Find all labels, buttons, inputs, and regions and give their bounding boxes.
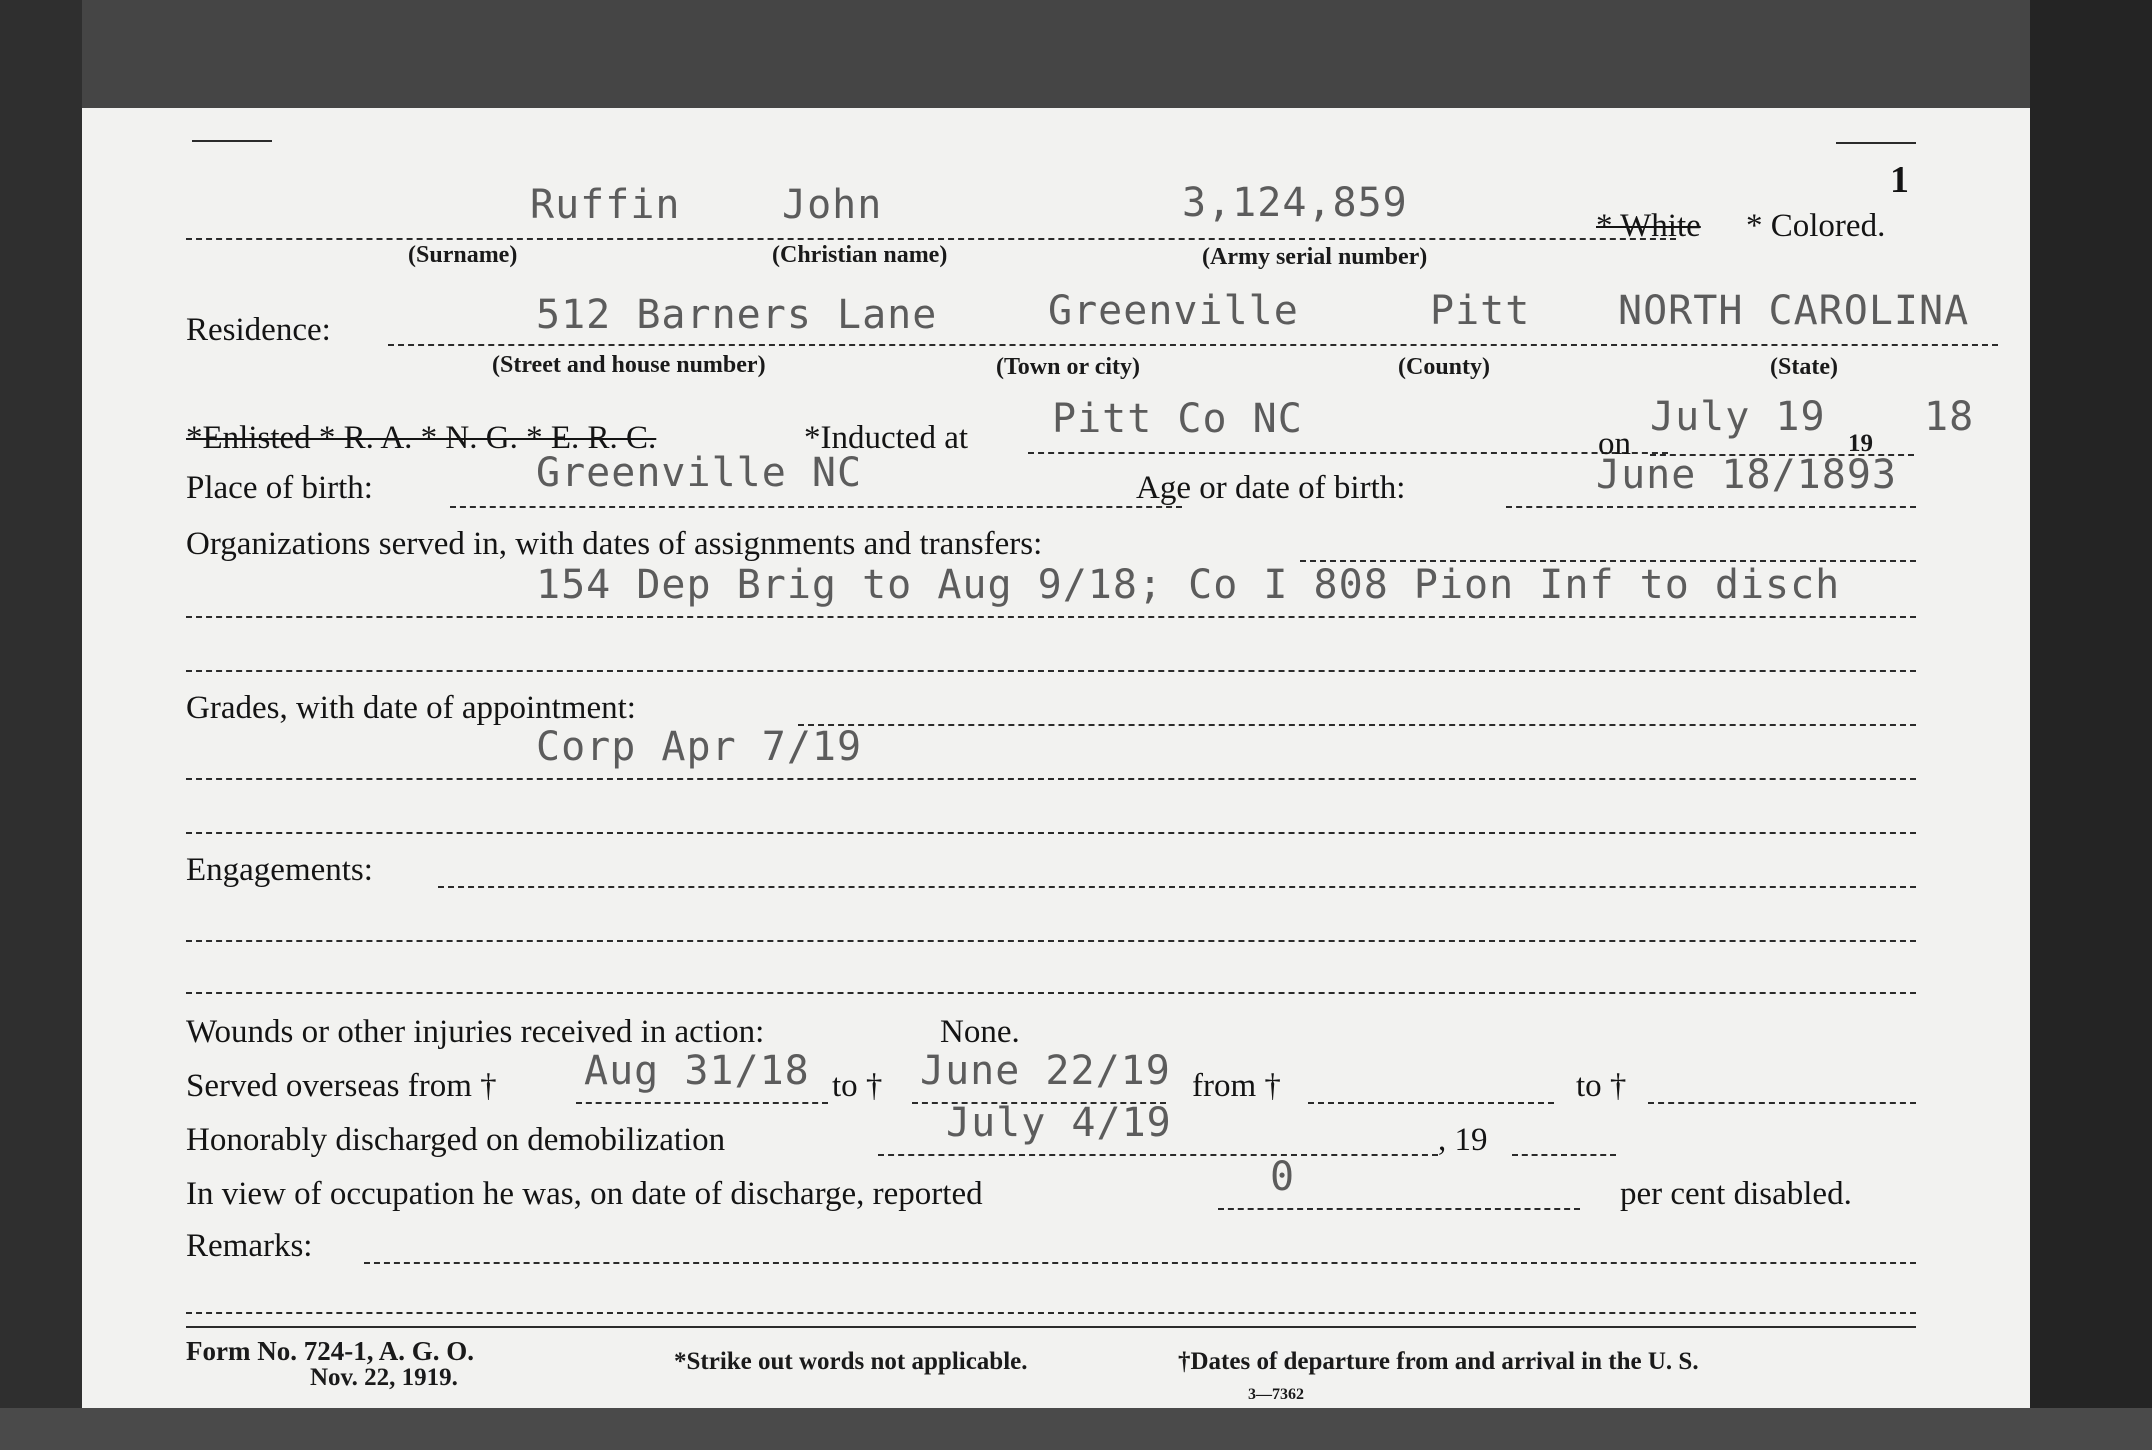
organizations-line-3 (186, 670, 1916, 672)
footer-rule (186, 1326, 1916, 1328)
organizations-label: Organizations served in, with dates of assignments and transfers: (186, 526, 1043, 562)
engagements-line-1 (438, 886, 1916, 888)
town-caption: (Town or city) (996, 354, 1140, 380)
enlisted-options-text: *Enlisted * R. A. * N. G. * E. R. C. (186, 420, 657, 456)
inducted-label: *Inducted at (804, 420, 969, 456)
induction-year: 18 (1924, 394, 1975, 440)
dates-note: †Dates of departure from and arrival in the U. S. (1178, 1348, 1699, 1375)
remarks-line-1 (364, 1262, 1916, 1264)
disabled-line (1218, 1208, 1580, 1210)
overseas-to-label: to † (832, 1068, 883, 1104)
serial-number-value: 3,124,859 (1182, 180, 1408, 226)
discharge-year-label: , 19 (1438, 1122, 1488, 1158)
form-date: Nov. 22, 1919. (310, 1364, 458, 1391)
race-white-text: * White (1596, 208, 1701, 244)
wounds-value: None. (940, 1014, 1020, 1050)
second-to-label: to † (1576, 1068, 1627, 1104)
disabled-percent-value: 0 (1270, 1154, 1296, 1200)
race-white (1596, 208, 1701, 245)
discharge-label: Honorably discharged on demobilization (186, 1122, 726, 1158)
race-colored: * Colored. (1746, 208, 1886, 244)
residence-line (388, 344, 1998, 346)
grades-line-2 (186, 778, 1916, 780)
grades-value: Corp Apr 7/19 (536, 724, 863, 770)
date-of-birth-line (1506, 506, 1916, 508)
christian-name-value: John (782, 182, 883, 228)
occupation-label: In view of occupation he was, on date of discharge, reported (186, 1176, 983, 1212)
surname-caption: (Surname) (408, 242, 518, 268)
second-from-line (1308, 1102, 1554, 1104)
organizations-line-2 (186, 616, 1916, 618)
induction-date: July 19 (1650, 394, 1826, 440)
discharge-line (878, 1154, 1438, 1156)
on-label: on (1598, 426, 1631, 462)
wounds-label: Wounds or other injuries received in action: (186, 1014, 765, 1050)
grades-line-1 (798, 724, 1916, 726)
overseas-to-value: June 22/19 (920, 1048, 1171, 1094)
residence-town: Greenville (1048, 288, 1299, 334)
residence-label: Residence: (186, 312, 331, 348)
strike-note: *Strike out words not applicable. (674, 1348, 1028, 1375)
residence-state: NORTH CAROLINA (1618, 288, 1970, 334)
christian-name-caption: (Christian name) (772, 242, 948, 268)
place-of-birth-value: Greenville NC (536, 450, 863, 496)
engagements-line-3 (186, 992, 1916, 994)
overseas-from-line (576, 1102, 828, 1104)
scanner-background-right (2030, 0, 2152, 1450)
top-right-mark (1836, 142, 1916, 144)
scanner-background-bottom (0, 1408, 2152, 1450)
age-label: Age or date of birth: (1136, 470, 1406, 506)
print-code: 3—7362 (1248, 1386, 1304, 1403)
overseas-label: Served overseas from † (186, 1068, 497, 1104)
residence-street: 512 Barners Lane (536, 292, 938, 338)
top-left-mark (192, 140, 272, 142)
form-number: Form No. 724-1, A. G. O. (186, 1336, 474, 1366)
date-of-birth-value: June 18/1893 (1596, 452, 1897, 498)
inducted-at-value: Pitt Co NC (1052, 396, 1303, 442)
surname-value: Ruffin (530, 182, 681, 228)
scanner-background-top (0, 0, 2152, 108)
grades-line-3 (186, 832, 1916, 834)
second-to-line (1648, 1102, 1916, 1104)
state-caption: (State) (1770, 354, 1838, 380)
grades-label: Grades, with date of appointment: (186, 690, 636, 726)
remarks-label: Remarks: (186, 1228, 313, 1264)
place-of-birth-line (450, 506, 1182, 508)
residence-county: Pitt (1430, 288, 1531, 334)
disabled-suffix: per cent disabled. (1620, 1176, 1852, 1212)
engagements-label: Engagements: (186, 852, 373, 888)
discharge-date-value: July 4/19 (946, 1100, 1172, 1146)
name-line (186, 238, 1676, 240)
street-caption: (Street and house number) (492, 352, 766, 378)
discharge-year-line (1512, 1154, 1616, 1156)
county-caption: (County) (1398, 354, 1491, 380)
scanner-background-left (0, 0, 82, 1450)
second-from-label: from † (1192, 1068, 1281, 1104)
card-number: 1 (1890, 159, 1909, 201)
organizations-value: 154 Dep Brig to Aug 9/18; Co I 808 Pion Inf to disch (536, 562, 1841, 608)
serial-caption: (Army serial number) (1202, 244, 1428, 270)
remarks-line-2 (186, 1312, 1916, 1314)
place-of-birth-label: Place of birth: (186, 470, 373, 506)
overseas-from-value: Aug 31/18 (584, 1048, 810, 1094)
induction-year-prefix: 19 (1848, 430, 1873, 457)
engagements-line-2 (186, 940, 1916, 942)
service-record-card (82, 108, 2030, 1408)
inducted-line (1028, 452, 1668, 454)
